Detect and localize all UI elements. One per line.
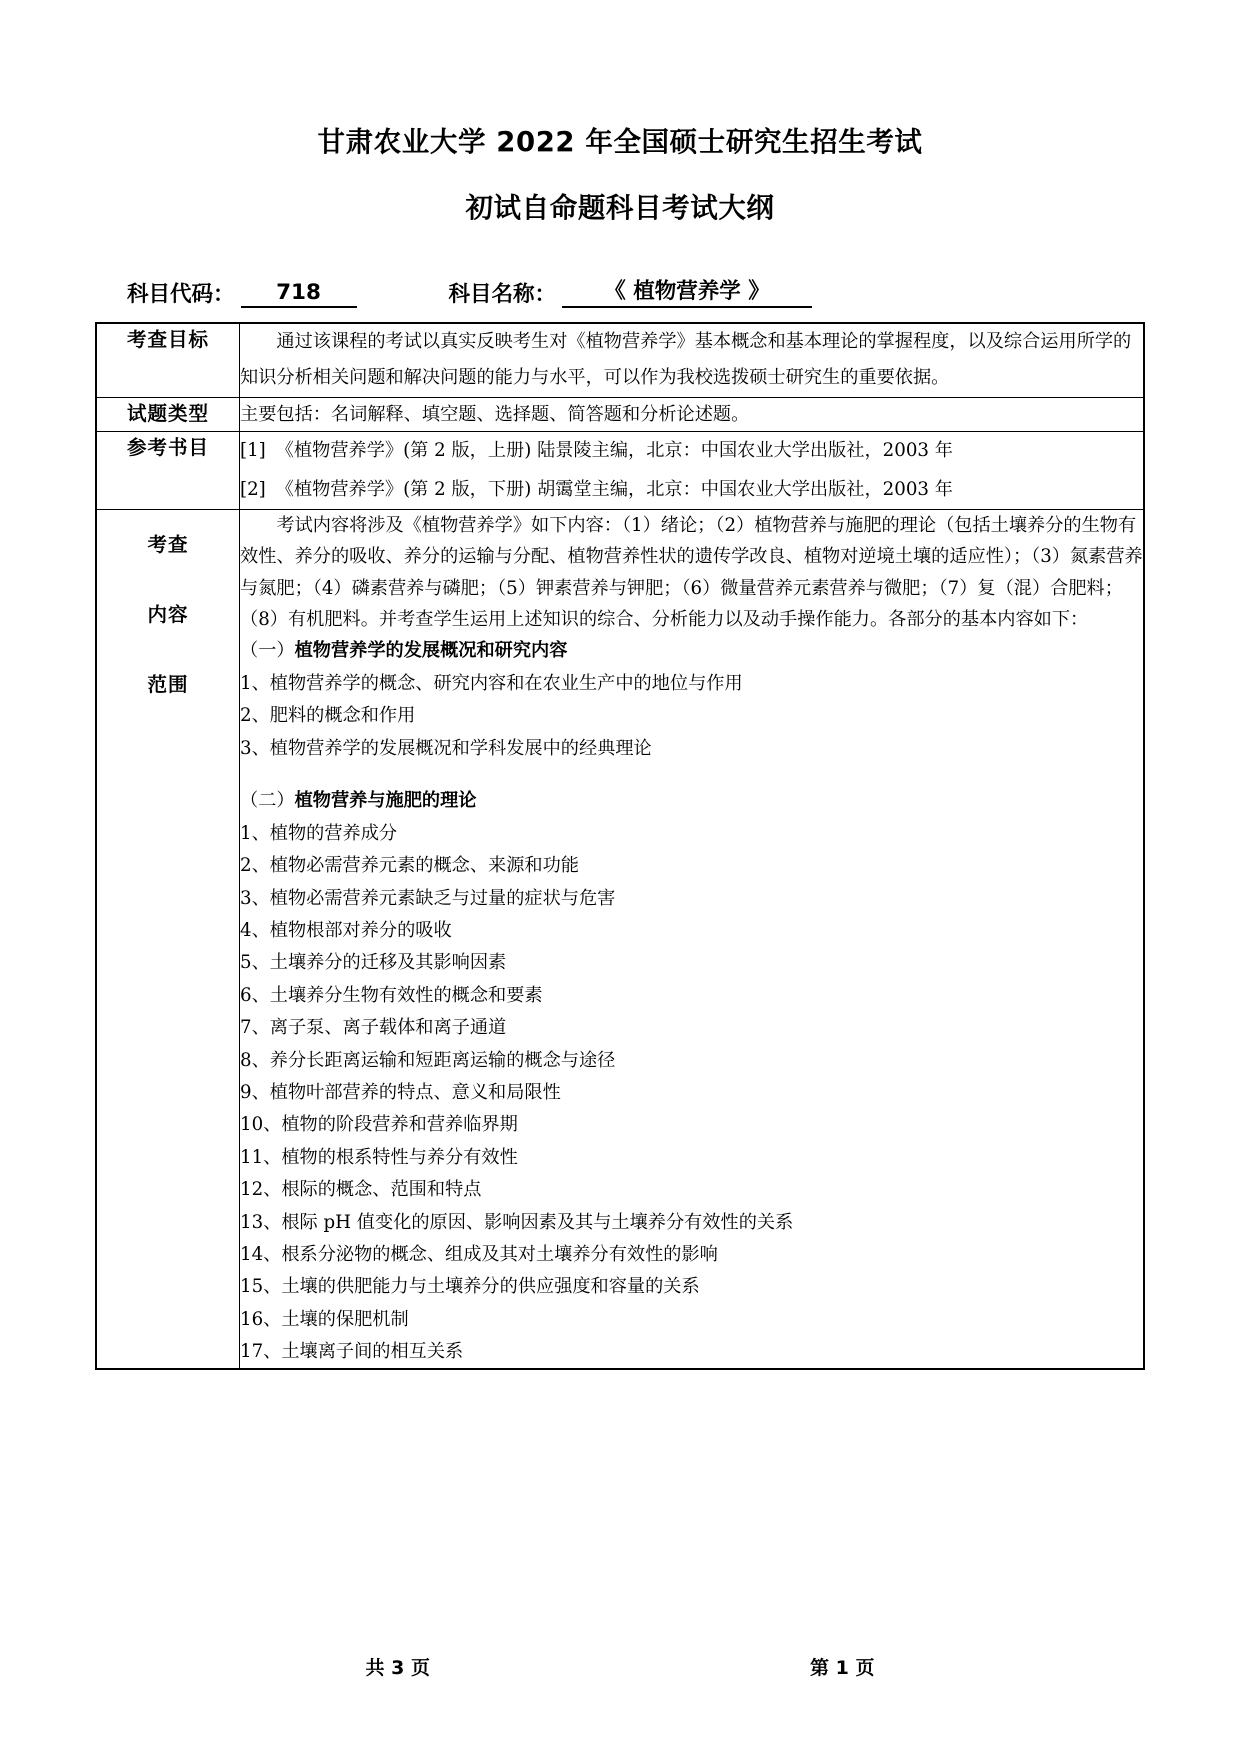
row-body-question-types	[240, 397, 1145, 432]
reference-text: 《植物营养学》(第 2 版，上册) 陆景陵主编，北京：中国农业大学出版社，2003 年	[275, 440, 953, 462]
subject-name-label: 科目名称：	[448, 282, 557, 307]
section-title: 植物营养学的发展概况和研究内容	[294, 640, 568, 662]
section-marker: （一）	[240, 640, 295, 662]
section-title: 植物营养与施肥的理论	[294, 790, 477, 812]
row-label-references: 参考书目	[96, 432, 240, 509]
footer-page-number: 第 1 页	[810, 1657, 875, 1679]
list-item: 6、土壤养分生物有效性的概念和要素	[240, 984, 543, 1006]
row-label-question-types: 试题类型	[96, 397, 240, 432]
list-item: 3、植物必需营养元素缺乏与过量的症状与危害	[240, 887, 616, 909]
title-block	[95, 126, 1145, 224]
subject-name-value: 《 植物营养学 》	[562, 274, 812, 308]
list-item: 15、土壤的供肥能力与土壤养分的供应强度和容量的关系	[240, 1276, 700, 1298]
subject-line	[95, 274, 1145, 308]
page-footer	[95, 1653, 1145, 1680]
reference-item	[240, 471, 1143, 509]
scope-section-heading	[240, 635, 1143, 668]
table-row-objective	[96, 323, 1144, 397]
scope-label-line2: 内容	[147, 603, 189, 627]
section-marker: （二）	[240, 790, 295, 812]
list-item: 7、离子泵、离子载体和离子通道	[240, 1017, 507, 1039]
list-item: 1、植物营养学的概念、研究内容和在农业生产中的地位与作用	[240, 672, 743, 694]
row-label-objective: 考查目标	[96, 323, 240, 397]
list-item: 13、根际 pH 值变化的原因、影响因素及其与土壤养分有效性的关系	[240, 1211, 794, 1233]
row-body-objective	[240, 323, 1145, 397]
list-item: 2、植物必需营养元素的概念、来源和功能	[240, 855, 579, 877]
reference-text: 《植物营养学》(第 2 版，下册) 胡霭堂主编，北京：中国农业大学出版社，2003 年	[275, 478, 953, 500]
list-item: 10、植物的阶段营养和营养临界期	[240, 1114, 518, 1136]
reference-number: [1]	[240, 440, 266, 462]
list-item: 11、植物的根系特性与养分有效性	[240, 1146, 518, 1168]
list-item: 2、肥料的概念和作用	[240, 705, 416, 727]
scope-intro-paragraph: 考试内容将涉及《植物营养学》如下内容：（1）绪论；（2）植物营养与施肥的理论（包括土壤养分的生物有效性、养分的吸收、养分的运输与分配、植物营养性状的遗传学改良、植物对逆境土壤的适应性）；（3）氮素营养与氮肥；（4）磷素营养与磷肥；（5）钾素营养与钾肥；（6）微量营养元素营养与微肥；（7）复（混）合肥料；（8）有机肥料。并考查学生运用上述知识的综合、分析能力以及动手操作能力。各部分的基本内容如下：	[240, 514, 1143, 630]
reference-number: [2]	[240, 478, 266, 500]
row-body-scope	[240, 509, 1145, 1369]
table-row-references	[96, 432, 1144, 509]
objective-paragraph: 通过该课程的考试以真实反映考生对《植物营养学》基本概念和基本理论的掌握程度，以及综合运用所学的知识分析相关问题和解决问题的能力与水平，可以作为我校选拨硕士研究生的重要依据。	[240, 331, 1132, 389]
list-item: 16、土壤的保肥机制	[240, 1308, 409, 1330]
table-row-question-types	[96, 397, 1144, 432]
row-label-scope	[96, 509, 240, 1369]
scope-label-line3: 范围	[147, 673, 189, 697]
list-item: 1、植物的营养成分	[240, 822, 398, 844]
list-item: 9、植物叶部营养的特点、意义和局限性	[240, 1081, 561, 1103]
scope-label-line1: 考查	[147, 532, 189, 556]
reference-item	[240, 432, 1143, 470]
page-title-line1: 甘肃农业大学 2022 年全国硕士研究生招生考试	[317, 126, 923, 158]
list-item: 5、土壤养分的迁移及其影响因素	[240, 952, 507, 974]
row-body-references	[240, 432, 1145, 509]
list-item: 17、土壤离子间的相互关系	[240, 1341, 464, 1363]
subject-code-value: 718	[241, 280, 357, 308]
list-item: 3、植物营养学的发展概况和学科发展中的经典理论	[240, 737, 652, 759]
list-item: 12、根际的概念、范围和特点	[240, 1179, 482, 1201]
list-item: 4、植物根部对养分的吸收	[240, 919, 452, 941]
question-types-text: 主要包括：名词解释、填空题、选择题、简答题和分析论述题。	[240, 403, 750, 425]
scope-section-heading	[240, 785, 1143, 818]
table-row-scope	[96, 509, 1144, 1369]
outline-table	[95, 322, 1145, 1370]
page-title-line2: 初试自命题科目考试大纲	[465, 191, 775, 224]
section-spacer	[240, 765, 1143, 785]
subject-code-label: 科目代码：	[127, 282, 235, 307]
list-item: 8、养分长距离运输和短距离运输的概念与途径	[240, 1049, 616, 1071]
list-item: 14、根系分泌物的概念、组成及其对土壤养分有效性的影响	[240, 1243, 718, 1265]
footer-total-pages: 共 3 页	[365, 1657, 430, 1679]
